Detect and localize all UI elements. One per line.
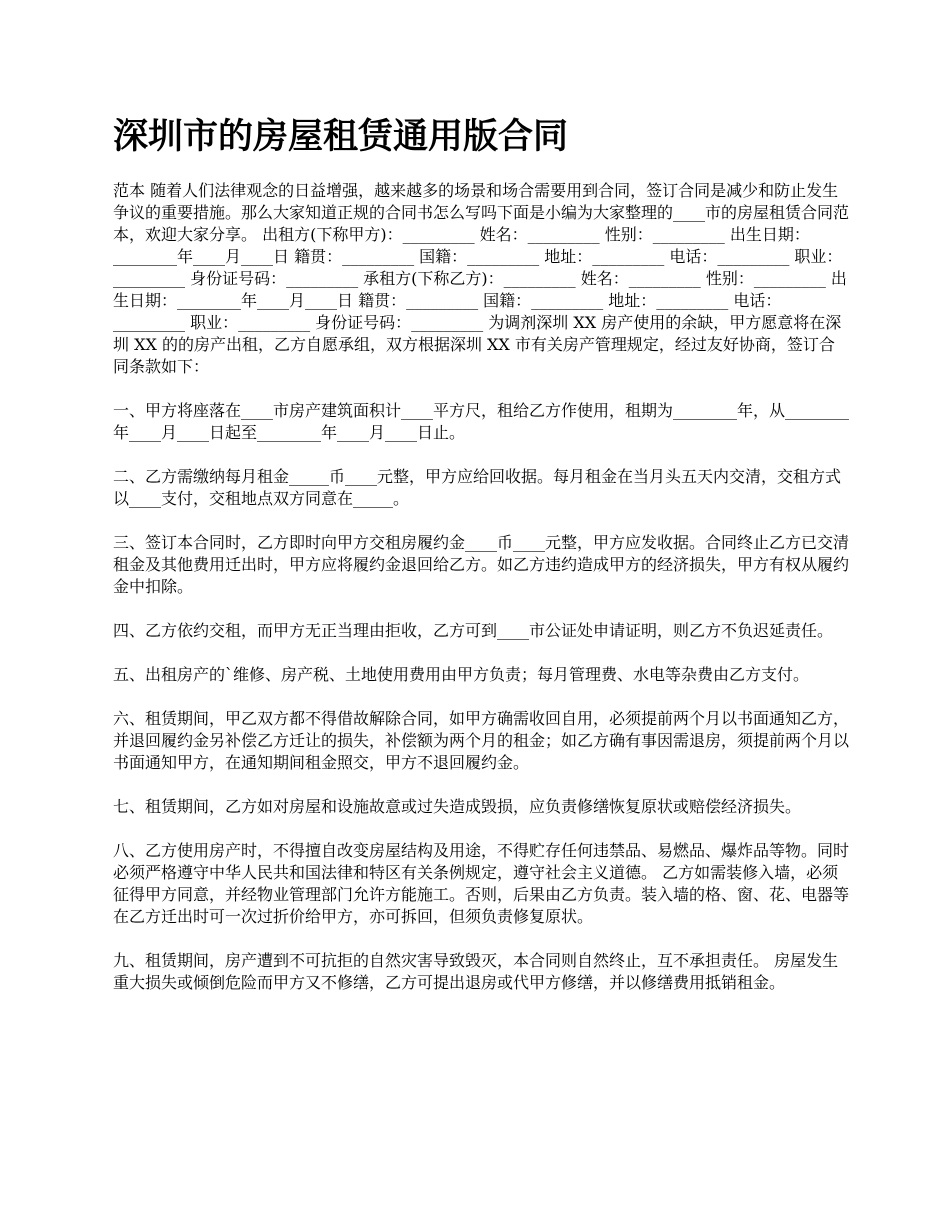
document-body (113, 180, 849, 1016)
paragraph-clause-6: 六、租赁期间，甲乙双方都不得借故解除合同，如甲方确需收回自用，必须提前两个月以书面通知乙方，并退回履约金另补偿乙方迁让的损失，补偿额为两个月的租金；如乙方确有事因需退房，须提前两个月以书面通知甲方，在通知期间租金照交，甲方不退回履约金。 (113, 709, 850, 772)
paragraph-clause-4: 四、乙方依约交租，而甲方无正当理由拒收，乙方可到____市公证处申请证明，则乙方不负迟延责任。 (113, 621, 834, 640)
paragraph-intro: 范本 随着人们法律观念的日益增强，越来越多的场景和场合需要用到合同，签订合同是减少和防止发生争议的重要措施。那么大家知道正规的合同书怎么写吗下面是小编为大家整理的____市的房屋租赁合同范本，欢迎大家分享。 出租方(下称甲方)：_________ 姓名：_________ 性别：_________ 出生日期：________年____月____日 籍贯：_________ 国籍：_________ 地址：_________ 电话：_________ 职业：_________ 身份证号码：_________ 承租方(下称乙方)：_________ 姓名：_________ 性别：_________ 出生日期：________年____月____日 籍贯：_________ 国籍：_________ 地址：_________ 电话：_________ 职业：_________ 身份证号码：_________ 为调剂深圳 XX 房产使用的余缺，甲方愿意将在深圳 XX 的的房产出租，乙方自愿承组，双方根据深圳 XX 市有关房产管理规定，经过友好协商，签订合同条款如下： (113, 181, 850, 376)
paragraph-clause-9: 九、租赁期间，房产遭到不可抗拒的自然灾害导致毁灭，本合同则自然终止，互不承担责任。 房屋发生重大损失或倾倒危险而甲方又不修缮，乙方可提出退房或代甲方修缮，并以修缮费用抵销租金。 (113, 951, 839, 992)
paragraph-clause-3: 三、签订本合同时，乙方即时向甲方交租房履约金____币____元整，甲方应发收据。合同终止乙方已交清租金及其他费用迁出时，甲方应将履约金退回给乙方。如乙方违约造成甲方的经济损失，甲方有权从履约金中扣除。 (113, 533, 850, 596)
paragraph-clause-7: 七、租赁期间，乙方如对房屋和设施故意或过失造成毁损，应负责修缮恢复原状或赔偿经济损失。 (113, 797, 802, 816)
document-title: 深圳市的房屋租赁通用版合同 (113, 117, 569, 157)
paragraph-clause-8: 八、乙方使用房产时，不得擅自改变房屋结构及用途，不得贮存任何违禁品、易燃品、爆炸品等物。同时必须严格遵守中华人民共和国法律和特区有关条例规定，遵守社会主义道德。 乙方如需装修入墙，必须征得甲方同意，并经物业管理部门允许方能施工。否则，后果由乙方负责。装入墙的格、窗、花、电器等在乙方迁出时可一次过折价给甲方，亦可拆回，但须负责修复原状。 (113, 841, 850, 926)
paragraph-clause-2: 二、乙方需缴纳每月租金_____币____元整，甲方应给回收据。每月租金在当月头五天内交清，交租方式以____支付，交租地点双方同意在_____。 (113, 467, 842, 508)
paragraph-clause-1: 一、甲方将座落在____市房产建筑面积计____平方尺，租给乙方作使用，租期为________年，从________年____月____日起至________年____月____日止。 (113, 401, 850, 442)
paragraph-clause-5: 五、出租房产的`维修、房产税、土地使用费用由甲方负责；每月管理费、水电等杂费由乙方支付。 (113, 665, 810, 684)
